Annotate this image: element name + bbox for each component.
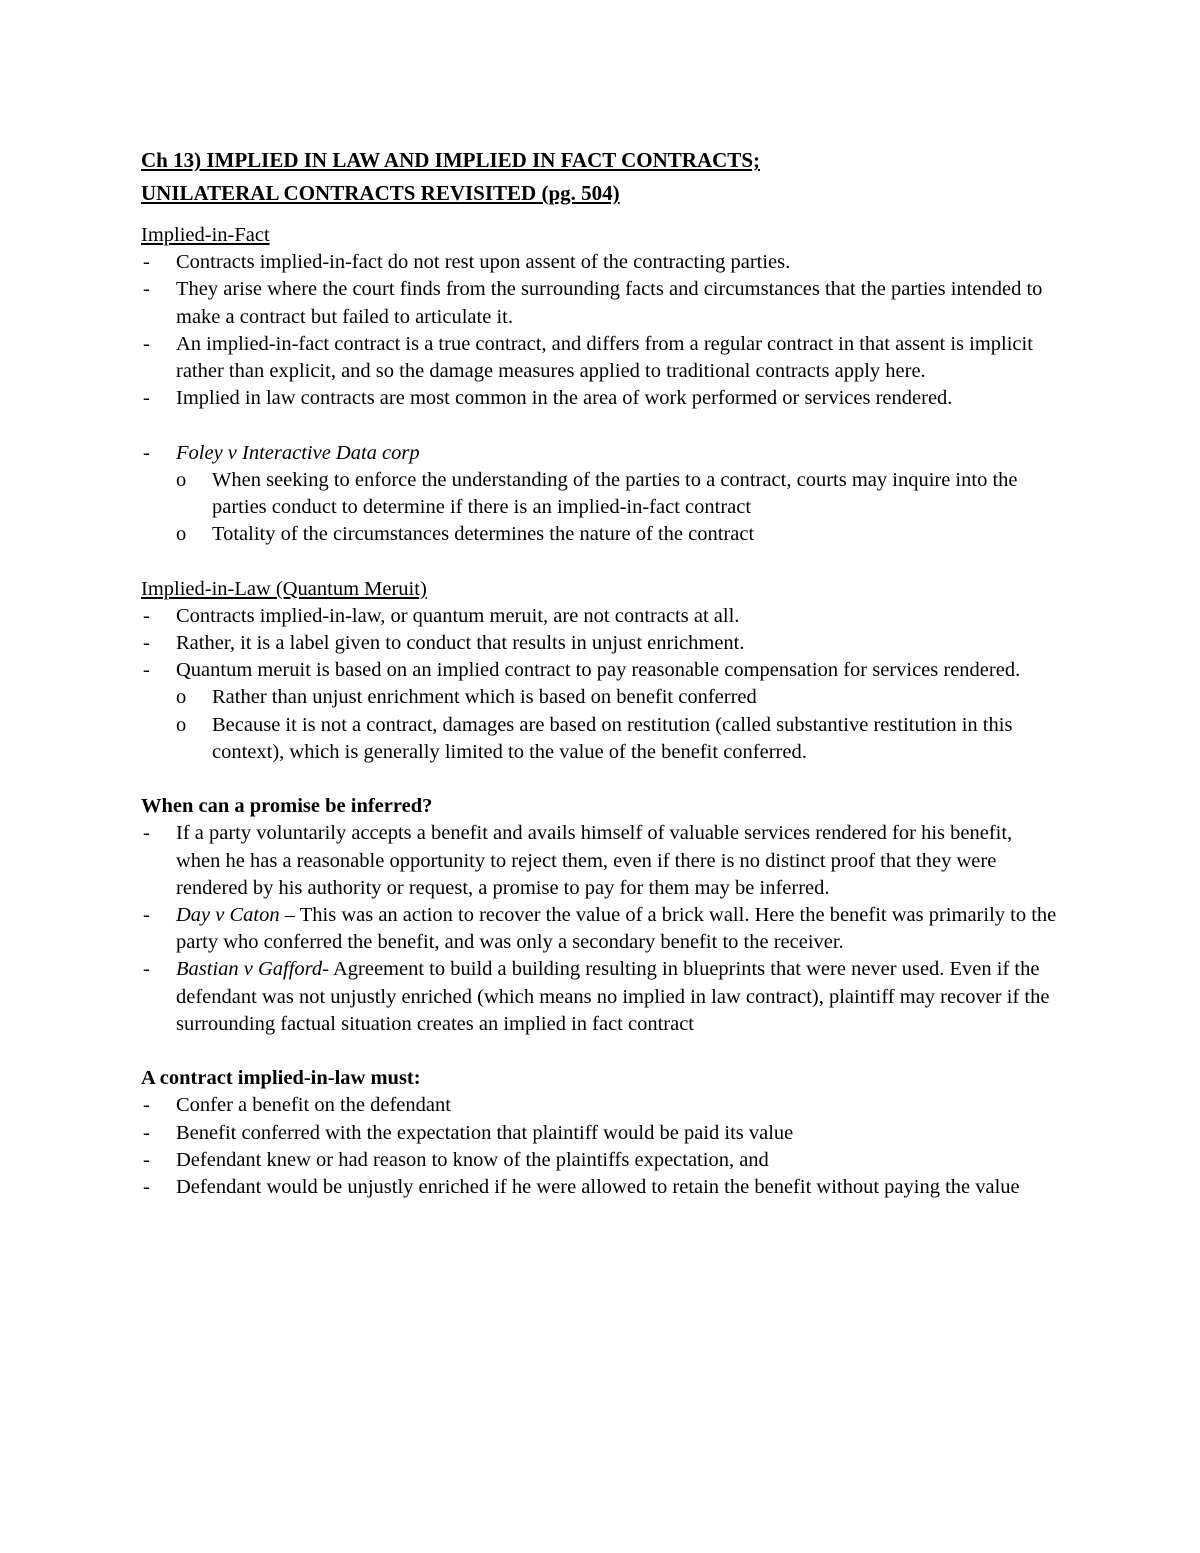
list-item: - An implied-in-fact contract is a true contract, and differs from a regular contract in that assent is implicit rather than explicit, and so the damage measures applied to traditional contracts apply here. [143,332,1033,383]
list-item: - If a party voluntarily accepts a benefit and avails himself of valuable services rendered for his benefit, when he has a reasonable opportunity to reject them, even if there is no distinct proof that they were rendered by his authority or request, a promise to pay for them may be inferred. [143,822,1013,899]
list-item: - Day v Caton – This was an action to recover the value of a brick wall. Here the benefit was primarily to the party who conferred the benefit, and was only a secondary benefit to the receiver. [143,904,1057,954]
list-item: - Benefit conferred with the expectation that plaintiff would be paid its value [141,1120,1060,1147]
dash-bullet: - [143,332,150,355]
title-line-1: Ch 13) IMPLIED IN LAW AND IMPLIED IN FACT CONTRACTS; [141,148,760,172]
dash-bullet: - [143,659,150,682]
must-heading: A contract implied-in-law must: [141,1067,421,1090]
implied-in-law-heading: Implied-in-Law (Quantum Meruit) [141,577,427,600]
must-list [141,1092,1060,1201]
dash-bullet: - [143,904,150,927]
dash-bullet: - [143,441,150,464]
dash-bullet: - [143,1176,150,1199]
sub-list-item: o When seeking to enforce the understanding of the parties to a contract, courts may inquire into the parties conduct to determine if there is an implied-in-fact contract [176,468,1018,519]
circle-bullet: o [176,686,187,709]
list-item: - Defendant knew or had reason to know of the plaintiffs expectation, and [141,1147,1060,1174]
list-item: - Bastian v Gafford- Agreement to build a building resulting in blueprints that were never used. Even if the defendant was not unjustly enriched (which means no implied in law contract), plaintiff may recover if the surrounding factual situation creates an implied in fact contract [143,958,1050,1035]
list-item [141,440,1060,549]
implied-in-fact-heading: Implied-in-Fact [141,224,270,246]
case-name-bastian-v-gafford: Bastian v Gafford- [176,958,329,981]
dash-bullet: - [143,387,150,410]
circle-bullet: o [176,468,187,491]
list-item: - Rather, it is a label given to conduct that results in unjust enrichment. [141,630,1060,657]
title-line-2: UNILATERAL CONTRACTS REVISITED (pg. 504) [141,181,620,205]
list-item: - They arise where the court finds from the surrounding facts and circumstances that the parties intended to make a contract but failed to articulate it. [143,278,1043,328]
dash-bullet: - [143,958,150,981]
sub-list-item: o Because it is not a contract, damages are based on restitution (called substantive restitution in this context), which is generally limited to the value of the benefit conferred. [176,713,1013,763]
dash-bullet: - [143,1148,150,1171]
dash-bullet: - [143,1121,150,1144]
dash-bullet: - [143,1094,150,1117]
foley-sub-list [176,467,1060,549]
list-item: - Confer a benefit on the defendant [141,1092,1060,1119]
implied-in-law-list [141,603,1060,766]
dash-bullet: - [143,278,150,301]
foley-case-list [141,440,1060,549]
case-name-day-v-caton: Day v Caton [176,904,280,927]
list-item: - Implied in law contracts are most common in the area of work performed or services rendered. [141,385,1060,412]
list-item: - Contracts implied-in-fact do not rest upon assent of the contracting parties. [141,249,1060,276]
quantum-meruit-sub-list [176,684,1060,766]
promise-inferred-list [141,820,1060,1038]
list-item: - Quantum meruit is based on an implied contract to pay reasonable compensation for services rendered. o Rather than unjust enrichment which is based on benefit conferred o Because it is not a contract, damages are based on restitution (called substantive restitution in this context), which is generally limited to the value of the benefit conferred. [141,657,1060,766]
sub-list-item: o Totality of the circumstances determines the nature of the contract [176,521,1060,548]
dash-bullet: - [143,251,150,274]
dash-bullet: - [143,822,150,845]
case-name-foley: Foley v Interactive Data corp [176,441,420,464]
implied-in-fact-list [141,249,1060,412]
dash-bullet: - [143,632,150,655]
list-item: - Defendant would be unjustly enriched if he were allowed to retain the benefit without paying the value [141,1174,1060,1201]
circle-bullet: o [176,523,187,546]
dash-bullet: - [143,604,150,627]
promise-inferred-heading: When can a promise be inferred? [141,795,433,818]
page-title [141,144,1060,210]
list-item: - Contracts implied-in-law, or quantum meruit, are not contracts at all. [141,603,1060,630]
circle-bullet: o [176,713,187,736]
sub-list-item: o Rather than unjust enrichment which is based on benefit conferred [176,684,1060,711]
